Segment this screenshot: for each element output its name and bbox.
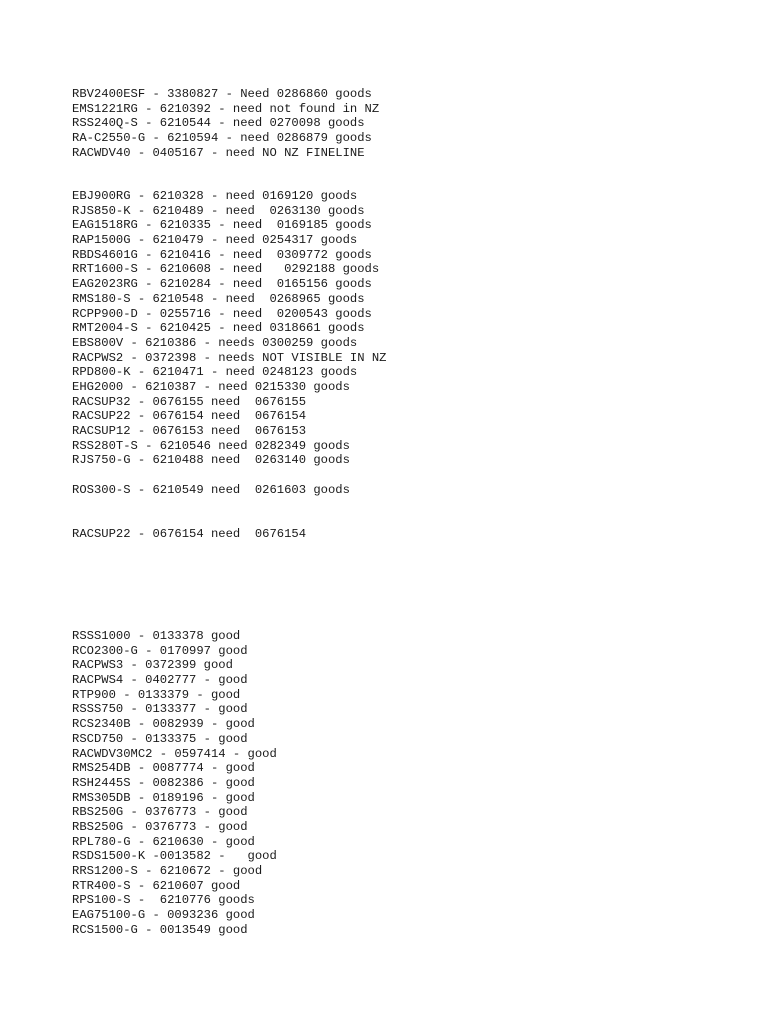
text-line: RACSUP12 - 0676153 need 0676153 [72, 424, 307, 438]
text-line: RACSUP22 - 0676154 need 0676154 [72, 527, 307, 541]
text-line: RSS280T-S - 6210546 need 0282349 goods [72, 438, 350, 453]
text-line: RPS100-S - 6210776 goods [72, 893, 255, 908]
text-line: RPD800-K - 6210471 - need 0248123 goods [72, 365, 358, 380]
text-line: RBS250G - 0376773 - good [72, 819, 248, 834]
text-line: RCPP900-D - 0255716 - need 0200543 goods [72, 306, 372, 321]
text-line: RACPWS3 - 0372399 good [72, 658, 233, 673]
text-line: RACSUP22 - 0676154 need 0676154 [72, 409, 307, 424]
text-line: ROS300-S - 6210549 need 0261603 goods [72, 483, 350, 497]
text-line: RMS305DB - 0189196 - good [72, 790, 255, 805]
text-block-1 [72, 87, 379, 160]
text-block-2 [72, 189, 387, 468]
text-line: RSH2445S - 0082386 - good [72, 775, 255, 790]
text-line: RACPWS2 - 0372398 - needs NOT VISIBLE IN NZ [72, 350, 387, 365]
text-line: RACWDV30MC2 - 0597414 - good [72, 746, 277, 761]
text-line: RBDS4601G - 6210416 - need 0309772 goods [72, 247, 372, 262]
text-line: RCO2300-G - 0170997 good [72, 643, 248, 658]
text-line: EAG1518RG - 6210335 - need 0169185 goods [72, 218, 372, 233]
text-line: RACWDV40 - 0405167 - need NO NZ FINELINE [72, 145, 365, 160]
text-line: RACPWS4 - 0402777 - good [72, 673, 248, 688]
text-block-3 [72, 483, 350, 498]
text-line: RMT2004-S - 6210425 - need 0318661 goods [72, 321, 365, 336]
text-line: RSSS750 - 0133377 - good [72, 702, 248, 717]
text-line: RPL780-G - 6210630 - good [72, 834, 255, 849]
text-line: EAG75100-G - 0093236 good [72, 908, 255, 923]
text-line: EAG2023RG - 6210284 - need 0165156 goods [72, 277, 372, 292]
text-line: RJS750-G - 6210488 need 0263140 goods [72, 453, 350, 468]
text-line: RBV2400ESF - 3380827 - Need 0286860 goods [72, 87, 372, 101]
text-line: EBJ900RG - 6210328 - need 0169120 goods [72, 189, 358, 203]
text-line: RMS254DB - 0087774 - good [72, 761, 255, 776]
text-line: RACSUP32 - 0676155 need 0676155 [72, 394, 307, 409]
text-line: RMS180-S - 6210548 - need 0268965 goods [72, 291, 365, 306]
text-line: RRS1200-S - 6210672 - good [72, 864, 263, 878]
text-line: RCS2340B - 0082939 - good [72, 717, 255, 732]
text-line: EBS800V - 6210386 - needs 0300259 goods [72, 335, 358, 350]
text-line: RCS1500-G - 0013549 good [72, 922, 248, 937]
text-line: RBS250G - 0376773 - good [72, 805, 248, 820]
text-line: RSCD750 - 0133375 - good [72, 731, 248, 746]
text-line: EHG2000 - 6210387 - need 0215330 goods [72, 379, 350, 394]
text-line: EMS1221RG - 6210392 - need not found in NZ [72, 101, 380, 116]
text-line: RSDS1500-K -0013582 - good [72, 849, 277, 864]
text-line: RAP1500G - 6210479 - need 0254317 goods [72, 233, 358, 248]
text-line: RJS850-K - 6210489 - need 0263130 goods [72, 203, 365, 218]
text-line: RSSS1000 - 0133378 good [72, 629, 241, 643]
text-line: RSS240Q-S - 6210544 - need 0270098 goods [72, 116, 365, 131]
text-line: RRT1600-S - 6210608 - need 0292188 goods [72, 262, 380, 277]
text-line: RTP900 - 0133379 - good [72, 687, 241, 702]
text-block-5 [72, 629, 277, 937]
text-line: RTR400-S - 6210607 good [72, 878, 241, 893]
text-block-4 [72, 527, 306, 542]
text-line: RA-C2550-G - 6210594 - need 0286879 goods [72, 131, 372, 146]
